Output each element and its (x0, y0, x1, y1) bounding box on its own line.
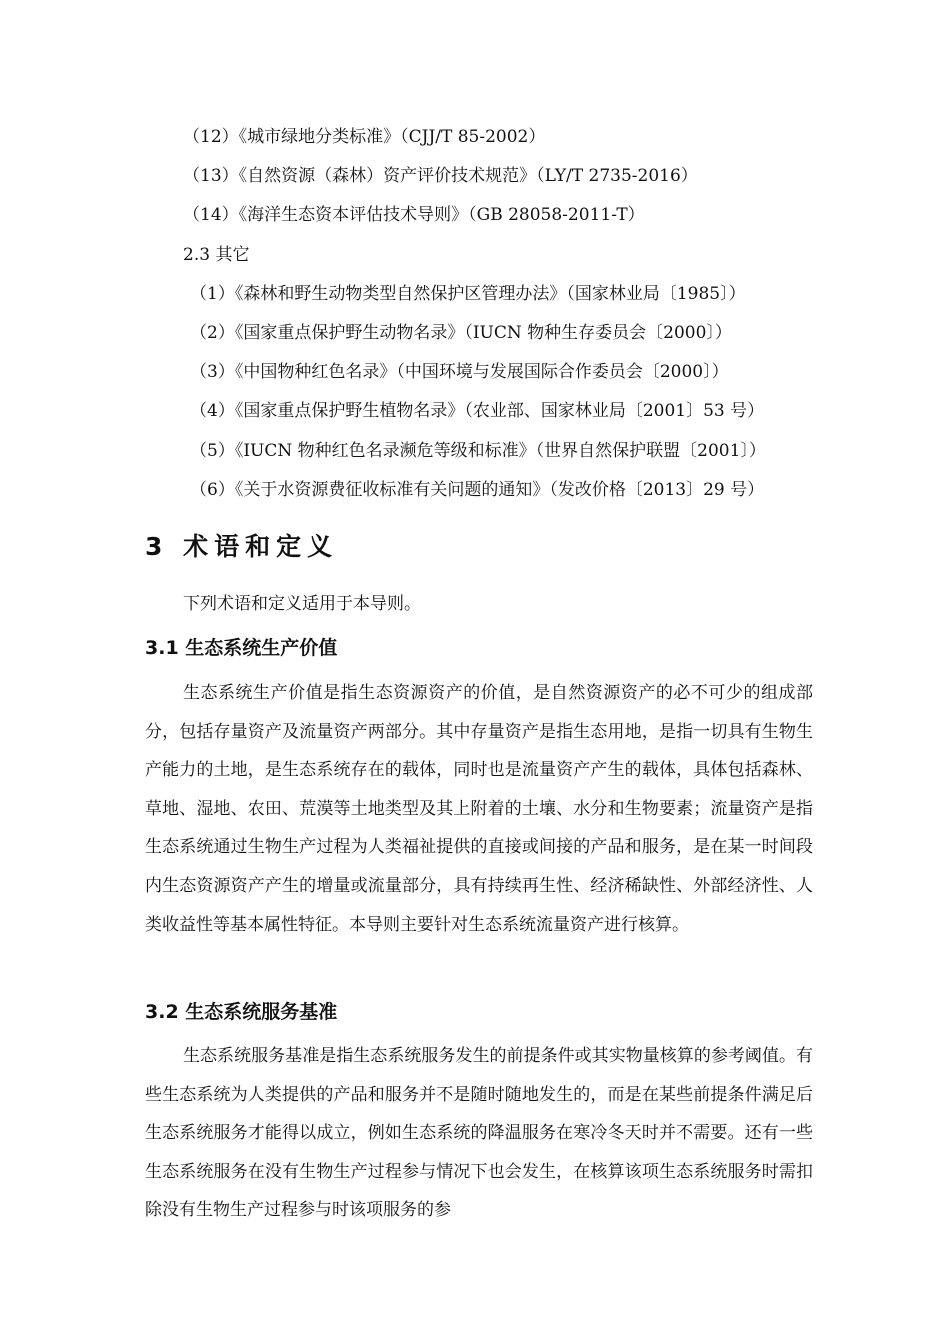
paragraph: 生态系统生产价值是指生态资源资产的价值，是自然资源资产的必不可少的组成部分，包括存量资产及流量资产两部分。其中存量资产是指生态用地，是指一切具有生物生产能力的土地，是生态系统存在的载体，同时也是流量资产产生的载体，具体包括森林、草地、湿地、农田、荒漠等土地类型及其上附着的土壤、水分和生物要素；流量资产是指生态系统通过生物生产过程为人类福祉提供的直接或间接的产品和服务，是在某一时间段内生态资源资产产生的增量或流量部分，具有持续再生性、经济稀缺性、外部经济性、人类收益性等基本属性特征。本导则主要针对生态系统流量资产进行核算。 (145, 683, 813, 935)
reference-item: （6）《关于水资源费征收标准有关问题的通知》（发改价格〔2013〕29 号） (190, 479, 765, 500)
reference-item: （4）《国家重点保护野生植物名录》（农业部、国家林业局〔2001〕53 号） (190, 401, 765, 422)
reference-item: （3）《中国物种红色名录》（中国环境与发展国际合作委员会〔2000〕） (190, 362, 729, 383)
subsection-heading: 2.3 其它 (183, 244, 250, 265)
paragraph: 生态系统服务基准是指生态系统服务发生的前提条件或其实物量核算的参考阈值。有些生态系统为人类提供的产品和服务并不是随时随地发生的，而是在某些前提条件满足后生态系统服务才能得以成立，例如生态系统的降温服务在寒冷冬天时并不需要。还有一些生态系统服务在没有生物生产过程参与情况下也会发生，在核算该项生态系统服务时需扣除没有生物生产过程参与时该项服务的参 (145, 1046, 813, 1221)
reference-item: （5）《IUCN 物种红色名录濒危等级和标准》（世界自然保护联盟〔2001〕） (190, 440, 766, 461)
reference-item: （2）《国家重点保护野生动物名录》（IUCN 物种生存委员会〔2000〕） (190, 322, 732, 343)
section-intro: 下列术语和定义适用于本导则。 (183, 594, 421, 614)
subsection-title: 3.1 生态系统生产价值 (145, 637, 338, 659)
reference-item: （13）《自然资源（森林）资产评价技术规范》（LY/T 2735-2016） (183, 166, 698, 187)
reference-item: （1）《森林和野生动物类型自然保护区管理办法》（国家林业局〔1985〕） (190, 283, 746, 304)
subsection-title: 3.2 生态系统服务基准 (145, 1001, 338, 1023)
section-title: 3 术语和定义 (145, 532, 339, 561)
reference-item: （12）《城市绿地分类标准》（CJJ/T 85-2002） (183, 127, 546, 147)
reference-item: （14）《海洋生态资本评估技术导则》（GB 28058-2011-T） (183, 205, 645, 226)
reference-list (183, 118, 883, 510)
